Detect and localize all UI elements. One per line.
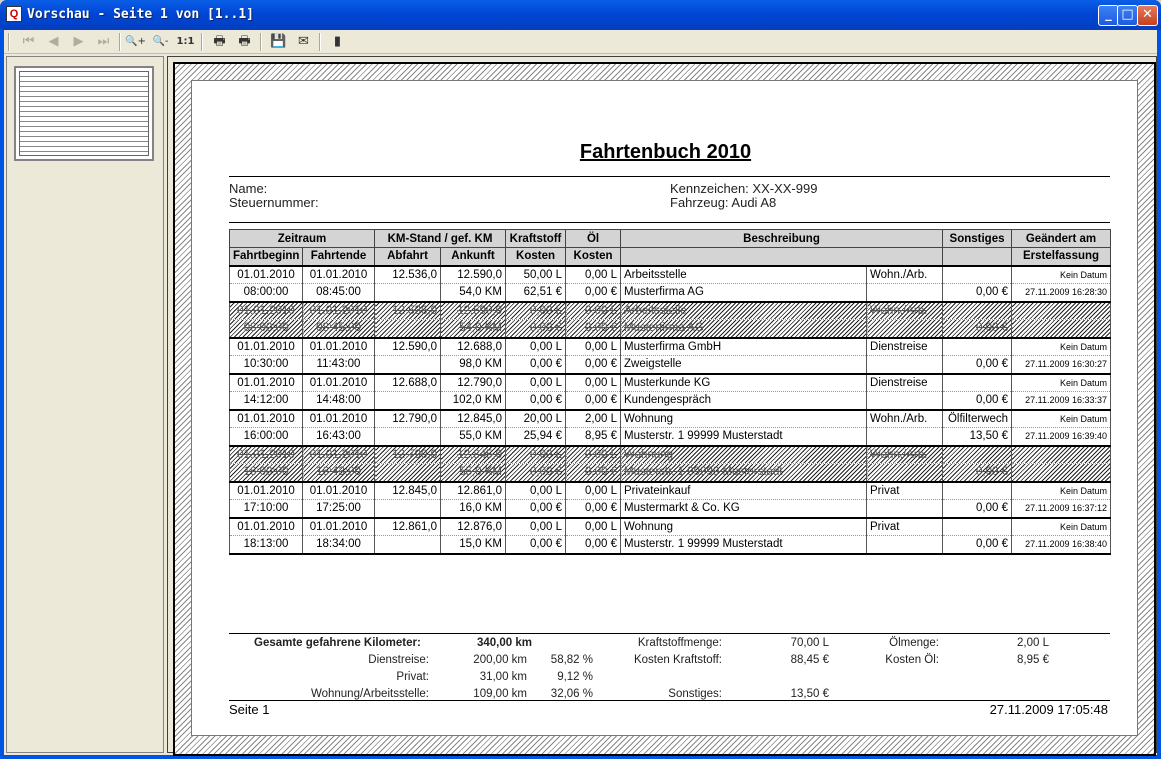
header-km: KM-Stand / gef. KM: [375, 230, 506, 248]
dienst-label: Dienstreise:: [368, 654, 429, 666]
table-cell: [375, 392, 441, 410]
prev-page-button[interactable]: [43, 32, 64, 52]
table-cell: 01.01.2010: [230, 410, 303, 428]
wohn-km: 109,00 km: [473, 688, 527, 700]
table-cell: 12.845,0: [441, 410, 506, 428]
first-page-icon: ⏮: [22, 34, 35, 49]
table-cell: Wohn./Arb.: [867, 410, 943, 428]
actual-size-button[interactable]: [175, 32, 196, 52]
table-cell: [375, 536, 441, 554]
table-cell: 0,00 L: [566, 518, 621, 536]
table-cell: Ölfilterwech: [943, 410, 1012, 428]
table-cell: 01.01.2010: [303, 338, 375, 356]
privat-km: 31,00 km: [479, 671, 527, 683]
table-cell: 8,95 €: [566, 428, 621, 446]
table-row: [230, 320, 1111, 338]
close-preview-button[interactable]: [327, 32, 348, 52]
total-km-label: Gesamte gefahrene Kilometer:: [254, 637, 421, 649]
last-page-button[interactable]: [93, 32, 114, 52]
table-cell: 62,51 €: [506, 284, 566, 302]
table-cell: 0,00 €: [566, 500, 621, 518]
table-cell: [1012, 446, 1111, 464]
first-page-button[interactable]: [18, 32, 39, 52]
table-cell: 01.01.2010: [230, 266, 303, 284]
table-cell: 54,0 KM: [441, 284, 506, 302]
table-cell: [375, 320, 441, 338]
table-cell: Arbeitsstelle: [621, 266, 867, 284]
table-row: [230, 392, 1111, 410]
table-cell: Musterstr. 1 99999 Musterstadt: [621, 464, 867, 482]
table-cell: 01.01.2010: [303, 410, 375, 428]
table-cell: 0,00 €: [506, 464, 566, 482]
table-row: [230, 428, 1111, 446]
app-icon[interactable]: Q: [6, 6, 22, 22]
table-cell: [375, 356, 441, 374]
table-cell: 11:43:00: [303, 356, 375, 374]
table-row: [230, 266, 1111, 284]
oil-cost-label: Kosten Öl:: [885, 654, 939, 666]
header-other: Sonstiges: [943, 230, 1012, 248]
table-cell: Musterstr. 1 99999 Musterstadt: [621, 536, 867, 554]
table-cell: 54,0 KM: [441, 320, 506, 338]
table-cell: 01.01.2010: [303, 302, 375, 320]
table-row: [230, 356, 1111, 374]
table-cell: [375, 500, 441, 518]
maximize-icon: □: [1121, 7, 1134, 22]
table-cell: 0,00 €: [943, 464, 1012, 482]
table-cell: [943, 302, 1012, 320]
table-cell: 01.01.2010: [230, 302, 303, 320]
table-cell: Privat: [867, 482, 943, 500]
prev-page-icon: ◀: [48, 34, 59, 49]
table-cell: 12.790,0: [375, 446, 441, 464]
table-cell: 12.688,0: [441, 338, 506, 356]
table-cell: 0,00 €: [566, 536, 621, 554]
table-cell: [867, 392, 943, 410]
table-cell: 0,00 €: [943, 500, 1012, 518]
other-label: Sonstiges:: [668, 688, 722, 700]
table-cell: [943, 446, 1012, 464]
fuel-cost-value: 88,45 €: [790, 654, 829, 666]
table-cell: 0,00 L: [506, 338, 566, 356]
table-cell: Kein Datum: [1012, 518, 1111, 536]
header-description: Beschreibung: [621, 230, 943, 248]
table-cell: Privateinkauf: [621, 482, 867, 500]
table-cell: 12.688,0: [375, 374, 441, 392]
table-cell: 12.845,0: [441, 446, 506, 464]
table-row: [230, 518, 1111, 536]
privat-pct: 9,12 %: [557, 671, 593, 683]
table-cell: 25,94 €: [506, 428, 566, 446]
table-cell: 12.790,0: [375, 410, 441, 428]
header-end: Fahrtende: [303, 248, 375, 266]
table-cell: 18:34:00: [303, 536, 375, 554]
table-cell: [1012, 320, 1111, 338]
print-date: 27.11.2009 17:05:48: [989, 702, 1108, 717]
privat-label: Privat:: [396, 671, 429, 683]
zoom-out-button[interactable]: [150, 32, 171, 52]
table-row: [230, 500, 1111, 518]
table-cell: 0,00 €: [943, 392, 1012, 410]
fuel-label: Kraftstoffmenge:: [637, 637, 722, 649]
table-cell: 0,00 €: [943, 320, 1012, 338]
table-cell: Wohn./Arb.: [867, 446, 943, 464]
table-cell: 12.861,0: [441, 482, 506, 500]
table-cell: 08:45:00: [303, 320, 375, 338]
table-cell: Privat: [867, 518, 943, 536]
table-cell: [867, 320, 943, 338]
mail-icon: ✉: [298, 34, 309, 49]
table-cell: Kein Datum: [1012, 374, 1111, 392]
table-cell: 0,00 €: [566, 320, 621, 338]
table-cell: 0,00 €: [566, 464, 621, 482]
table-cell: 14:12:00: [230, 392, 303, 410]
table-cell: 16:43:00: [303, 428, 375, 446]
page-frame: [173, 62, 1156, 756]
table-cell: 12.790,0: [441, 374, 506, 392]
table-cell: Mustermarkt & Co. KG: [621, 500, 867, 518]
header-changed: Geändert am: [1012, 230, 1111, 248]
table-cell: Wohnung: [621, 446, 867, 464]
printer-icon: 🖶: [213, 34, 226, 49]
table-cell: [1012, 464, 1111, 482]
table-cell: 13,50 €: [943, 428, 1012, 446]
table-cell: 12.876,0: [441, 518, 506, 536]
other-value: 13,50 €: [790, 688, 829, 700]
table-cell: 01.01.2010: [303, 374, 375, 392]
table-cell: 0,00 L: [566, 338, 621, 356]
header-fuel: Kraftstoff: [506, 230, 566, 248]
table-cell: 14:48:00: [303, 392, 375, 410]
header-start: Fahrtbeginn: [230, 248, 303, 266]
table-cell: 17:10:00: [230, 500, 303, 518]
header-oil-cost: Kosten: [566, 248, 621, 266]
table-cell: Dienstreise: [867, 338, 943, 356]
table-cell: [375, 428, 441, 446]
table-cell: 0,00 L: [506, 374, 566, 392]
table-cell: 27.11.2009 16:33:37: [1012, 392, 1111, 410]
table-cell: [943, 374, 1012, 392]
next-page-icon: ▶: [73, 34, 84, 49]
table-cell: 08:00:00: [230, 320, 303, 338]
table-cell: 01.01.2010: [230, 374, 303, 392]
table-cell: Kein Datum: [1012, 266, 1111, 284]
table-cell: 12.536,0: [375, 302, 441, 320]
header-arrival: Ankunft: [441, 248, 506, 266]
table-cell: 27.11.2009 16:30:27: [1012, 356, 1111, 374]
header-departure: Abfahrt: [375, 248, 441, 266]
table-row: [230, 410, 1111, 428]
table-cell: 0,00 €: [566, 392, 621, 410]
table-cell: 0,00 L: [566, 482, 621, 500]
table-cell: 17:25:00: [303, 500, 375, 518]
table-cell: Wohnung: [621, 410, 867, 428]
table-cell: Musterfirma GmbH: [621, 338, 867, 356]
table-cell: 0,00 €: [943, 536, 1012, 554]
trip-rows: [230, 266, 1111, 554]
table-cell: 0,00 L: [566, 446, 621, 464]
table-cell: [867, 356, 943, 374]
table-cell: 0,00 €: [506, 536, 566, 554]
table-cell: Kundengespräch: [621, 392, 867, 410]
table-cell: 0,00 L: [566, 302, 621, 320]
table-cell: 27.11.2009 16:28:30: [1012, 284, 1111, 302]
close-button[interactable]: [1137, 5, 1158, 26]
table-row: [230, 482, 1111, 500]
table-cell: 01.01.2010: [230, 482, 303, 500]
plate-label: Kennzeichen: XX-XX-999: [670, 181, 818, 196]
table-cell: 01.01.2010: [303, 518, 375, 536]
table-cell: 01.01.2010: [230, 338, 303, 356]
table-cell: 12.590,0: [441, 266, 506, 284]
minimize-icon: _: [1105, 7, 1112, 22]
table-cell: 08:45:00: [303, 284, 375, 302]
header-period: Zeitraum: [230, 230, 375, 248]
table-cell: [943, 518, 1012, 536]
table-cell: 102,0 KM: [441, 392, 506, 410]
table-cell: 0,00 €: [943, 356, 1012, 374]
trip-table: [229, 229, 1111, 555]
minimize-button[interactable]: [1098, 5, 1119, 26]
fuel-cost-label: Kosten Kraftstoff:: [633, 654, 722, 666]
table-cell: 16:00:00: [230, 464, 303, 482]
title-bar[interactable]: [0, 0, 1161, 30]
table-row: [230, 446, 1111, 464]
table-cell: Zweigstelle: [621, 356, 867, 374]
report-title: Fahrtenbuch 2010: [579, 141, 752, 163]
table-cell: 16:43:00: [303, 464, 375, 482]
header-blank-2: [943, 248, 1012, 266]
table-cell: 0,00 €: [506, 392, 566, 410]
table-cell: 55,0 KM: [441, 428, 506, 446]
table-cell: Kein Datum: [1012, 482, 1111, 500]
table-row: [230, 374, 1111, 392]
table-cell: Dienstreise: [867, 374, 943, 392]
total-km-value: 340,00 km: [477, 637, 532, 649]
table-cell: [375, 464, 441, 482]
table-cell: Wohn./Arb.: [867, 266, 943, 284]
maximize-button[interactable]: [1117, 5, 1138, 26]
actual-size-icon: 1:1: [176, 36, 195, 47]
table-row: [230, 338, 1111, 356]
table-cell: 01.01.2010: [230, 518, 303, 536]
table-cell: 12.536,0: [375, 266, 441, 284]
table-cell: 12.861,0: [375, 518, 441, 536]
table-row: [230, 536, 1111, 554]
table-cell: 27.11.2009 16:38:40: [1012, 536, 1111, 554]
table-cell: 98,0 KM: [441, 356, 506, 374]
window-title: Vorschau - Seite 1 von [1..1]: [27, 7, 254, 22]
table-cell: 12.590,0: [441, 302, 506, 320]
table-cell: 27.11.2009 16:39:40: [1012, 428, 1111, 446]
dienst-km: 200,00 km: [473, 654, 527, 666]
table-cell: Kein Datum: [1012, 338, 1111, 356]
table-cell: 0,00 €: [566, 356, 621, 374]
wohn-pct: 32,06 %: [550, 688, 593, 700]
table-cell: 01.01.2010: [230, 446, 303, 464]
table-cell: [867, 536, 943, 554]
table-cell: 08:00:00: [230, 284, 303, 302]
table-cell: [943, 266, 1012, 284]
table-cell: 16:00:00: [230, 428, 303, 446]
table-cell: 0,00 €: [506, 356, 566, 374]
table-cell: 10:30:00: [230, 356, 303, 374]
window-client: [4, 30, 1157, 755]
page-thumbnail[interactable]: [14, 66, 154, 161]
table-cell: 0,00 L: [566, 266, 621, 284]
table-cell: [943, 338, 1012, 356]
printer-setup-icon: 🖶: [238, 34, 251, 49]
dienst-pct: 58,82 %: [550, 654, 593, 666]
table-cell: 0,00 €: [943, 284, 1012, 302]
table-cell: 0,00 €: [506, 320, 566, 338]
table-cell: 18:13:00: [230, 536, 303, 554]
mail-button[interactable]: [293, 32, 314, 52]
zoom-in-button[interactable]: [125, 32, 146, 52]
thumbnail-pane: [6, 56, 164, 753]
fuel-value: 70,00 L: [790, 637, 829, 649]
table-cell: 0,00 L: [506, 302, 566, 320]
header-oil: Öl: [566, 230, 621, 248]
table-cell: 0,00 L: [506, 482, 566, 500]
table-cell: 50,00 L: [506, 266, 566, 284]
toolbar: [4, 30, 1157, 54]
name-label: Name:: [229, 181, 268, 196]
table-cell: Musterkunde KG: [621, 374, 867, 392]
table-cell: 01.01.2010: [303, 266, 375, 284]
table-cell: 20,00 L: [506, 410, 566, 428]
table-cell: 01.01.2010: [303, 482, 375, 500]
table-cell: 0,00 L: [506, 446, 566, 464]
table-cell: 0,00 €: [566, 284, 621, 302]
table-cell: [867, 464, 943, 482]
table-cell: 0,00 L: [506, 518, 566, 536]
zoom-in-icon: 🔍+: [125, 36, 146, 47]
report-page: [191, 80, 1138, 736]
table-cell: 55,0 KM: [441, 464, 506, 482]
close-icon: ✕: [1142, 7, 1153, 22]
last-page-icon: ⏭: [97, 34, 110, 49]
table-cell: 12.845,0: [375, 482, 441, 500]
wohn-label: Wohnung/Arbeitsstelle:: [310, 688, 429, 700]
table-cell: 27.11.2009 16:37:12: [1012, 500, 1111, 518]
print-setup-button[interactable]: [234, 32, 255, 52]
preview-pane[interactable]: [167, 56, 1157, 753]
table-row: [230, 302, 1111, 320]
table-cell: 12.590,0: [375, 338, 441, 356]
header-fuel-cost: Kosten: [506, 248, 566, 266]
tax-number-label: Steuernummer:: [229, 195, 319, 210]
table-cell: [867, 500, 943, 518]
save-button[interactable]: [268, 32, 289, 52]
table-cell: Arbeitsstelle: [621, 302, 867, 320]
table-cell: Musterfirma AG: [621, 320, 867, 338]
page-number: Seite 1: [229, 702, 270, 717]
header-blank: [621, 248, 943, 266]
table-cell: [867, 284, 943, 302]
print-button[interactable]: [209, 32, 230, 52]
table-cell: [943, 482, 1012, 500]
table-cell: 0,00 L: [566, 374, 621, 392]
table-cell: [375, 284, 441, 302]
table-cell: Kein Datum: [1012, 410, 1111, 428]
vehicle-label: Fahrzeug: Audi A8: [670, 195, 777, 210]
table-cell: Wohn./Arb.: [867, 302, 943, 320]
table-cell: 2,00 L: [566, 410, 621, 428]
table-cell: 01.01.2010: [303, 446, 375, 464]
zoom-out-icon: 🔍-: [152, 36, 169, 47]
table-cell: [867, 428, 943, 446]
table-cell: 15,0 KM: [441, 536, 506, 554]
table-cell: Wohnung: [621, 518, 867, 536]
table-cell: Musterstr. 1 99999 Musterstadt: [621, 428, 867, 446]
header-created: Erstelfassung: [1012, 248, 1111, 266]
table-row: [230, 284, 1111, 302]
oil-cost-value: 8,95 €: [1017, 654, 1049, 666]
next-page-button[interactable]: [68, 32, 89, 52]
save-icon: 💾: [270, 34, 287, 49]
table-cell: [1012, 302, 1111, 320]
table-row: [230, 464, 1111, 482]
oil-value: 2,00 L: [1017, 637, 1049, 649]
door-icon: ▮: [333, 34, 342, 49]
table-cell: Musterfirma AG: [621, 284, 867, 302]
table-cell: 0,00 €: [506, 500, 566, 518]
oil-label: Ölmenge:: [889, 637, 939, 649]
table-cell: 16,0 KM: [441, 500, 506, 518]
